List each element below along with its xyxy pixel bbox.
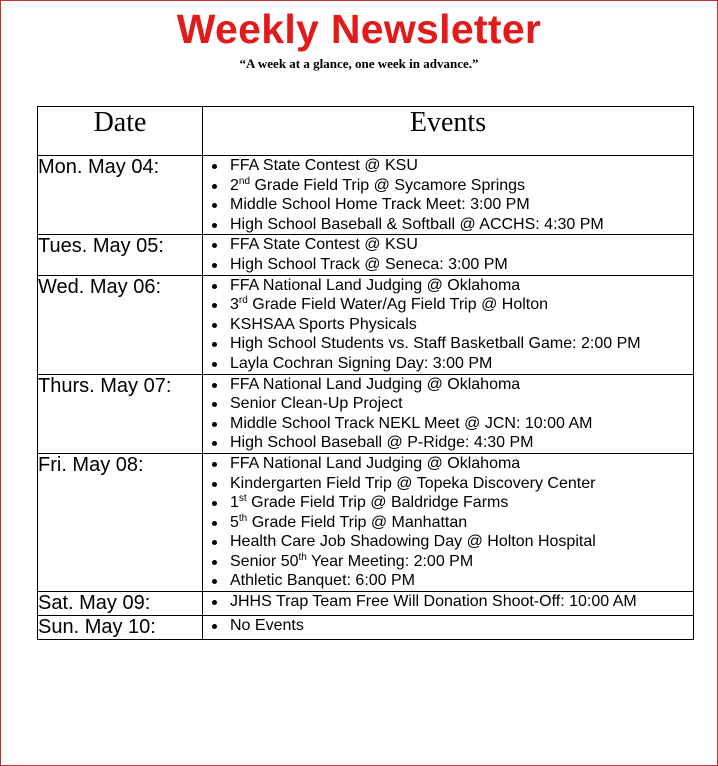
event-text-prefix: 1	[230, 494, 239, 512]
list-item	[203, 215, 693, 235]
events-cell	[203, 453, 694, 591]
ordinal-suffix: th	[298, 551, 307, 563]
event-text: Grade Field Water/Ag Field Trip @ Holton	[247, 296, 549, 314]
event-text-prefix: Senior 50	[230, 552, 299, 570]
schedule-table	[37, 106, 694, 640]
list-item	[203, 176, 693, 196]
event-list	[203, 454, 693, 591]
list-item	[203, 454, 693, 474]
table-row	[38, 592, 694, 616]
date-column-header: Date	[38, 107, 203, 156]
list-item	[203, 315, 693, 335]
event-text: FFA State Contest @ KSU	[230, 236, 418, 254]
list-item	[203, 433, 693, 453]
event-text: Layla Cochran Signing Day: 3:00 PM	[230, 354, 493, 372]
event-text: Kindergarten Field Trip @ Topeka Discovery Center	[230, 474, 596, 492]
list-item	[203, 394, 693, 414]
event-text: FFA National Land Judging @ Oklahoma	[230, 276, 521, 294]
event-text: FFA State Contest @ KSU	[230, 157, 418, 174]
event-text: JHHS Trap Team Free Will Donation Shoot-Off: 10:00 AM	[230, 593, 637, 611]
table-row	[38, 374, 694, 453]
day-label: Sun. May 10:	[38, 616, 203, 640]
list-item	[203, 532, 693, 552]
event-text: Grade Field Trip @ Baldridge Farms	[246, 494, 509, 512]
list-item	[203, 354, 693, 374]
list-item	[203, 493, 693, 513]
list-item	[203, 156, 693, 176]
event-list	[203, 276, 693, 374]
table-row	[38, 275, 694, 374]
day-label: Sat. May 09:	[38, 592, 203, 616]
table-row	[38, 453, 694, 591]
list-item	[203, 255, 693, 275]
event-text: No Events	[230, 617, 304, 635]
list-item	[203, 195, 693, 215]
events-column-header: Events	[203, 107, 694, 156]
list-item	[203, 474, 693, 494]
event-list	[203, 592, 693, 612]
event-list	[203, 235, 693, 274]
events-cell	[203, 275, 694, 374]
list-item	[203, 276, 693, 296]
list-item	[203, 334, 693, 354]
event-text: Grade Field Trip @ Manhattan	[247, 513, 468, 531]
table-row	[38, 156, 694, 235]
events-cell	[203, 616, 694, 640]
event-text: Health Care Job Shadowing Day @ Holton Hospital	[230, 533, 596, 551]
event-text: High School Baseball @ P-Ridge: 4:30 PM	[230, 434, 534, 452]
events-cell	[203, 156, 694, 235]
list-item	[203, 295, 693, 315]
event-list	[203, 375, 693, 453]
list-item	[203, 571, 693, 591]
day-label: Tues. May 05:	[38, 235, 203, 275]
list-item	[203, 375, 693, 395]
events-cell	[203, 592, 694, 616]
event-text: Middle School Track NEKL Meet @ JCN: 10:00 AM	[230, 414, 593, 432]
event-text-prefix: 2	[230, 176, 239, 194]
list-item	[203, 414, 693, 434]
ordinal-suffix: th	[238, 512, 248, 524]
event-text: High School Baseball & Softball @ ACCHS: 4:30 PM	[230, 215, 604, 233]
ordinal-suffix: rd	[238, 295, 248, 307]
day-label: Mon. May 04:	[38, 156, 203, 235]
event-text-prefix: 5	[230, 513, 239, 531]
event-text: Grade Field Trip @ Sycamore Springs	[250, 176, 526, 194]
event-text: KSHSAA Sports Physicals	[230, 315, 417, 333]
event-text: Senior Clean-Up Project	[230, 395, 403, 413]
event-text: Middle School Home Track Meet: 3:00 PM	[230, 196, 530, 214]
events-cell	[203, 374, 694, 453]
day-label: Wed. May 06:	[38, 275, 203, 374]
list-item	[203, 513, 693, 533]
list-item	[203, 235, 693, 255]
list-item	[203, 616, 693, 636]
event-text-prefix: 3	[230, 296, 239, 314]
event-text: FFA National Land Judging @ Oklahoma	[230, 454, 521, 472]
event-text: High School Track @ Seneca: 3:00 PM	[230, 255, 508, 273]
event-text: High School Students vs. Staff Basketball Game: 2:00 PM	[230, 335, 641, 353]
event-text: FFA National Land Judging @ Oklahoma	[230, 375, 521, 393]
event-text: Year Meeting: 2:00 PM	[306, 552, 474, 570]
event-list	[203, 156, 693, 234]
header-row	[38, 107, 694, 156]
ordinal-suffix: nd	[238, 175, 251, 187]
schedule-body	[38, 156, 694, 640]
list-item	[203, 592, 693, 612]
day-label: Thurs. May 07:	[38, 374, 203, 453]
list-item	[203, 552, 693, 572]
events-cell	[203, 235, 694, 275]
day-label: Fri. May 08:	[38, 453, 203, 591]
table-row	[38, 235, 694, 275]
table-row	[38, 616, 694, 640]
newsletter-tagline: “A week at a glance, one week in advance.”	[239, 56, 479, 71]
event-text: Athletic Banquet: 6:00 PM	[230, 572, 415, 590]
event-list	[203, 616, 693, 636]
newsletter-title: Weekly Newsletter	[176, 6, 542, 52]
ordinal-suffix: st	[238, 493, 247, 505]
